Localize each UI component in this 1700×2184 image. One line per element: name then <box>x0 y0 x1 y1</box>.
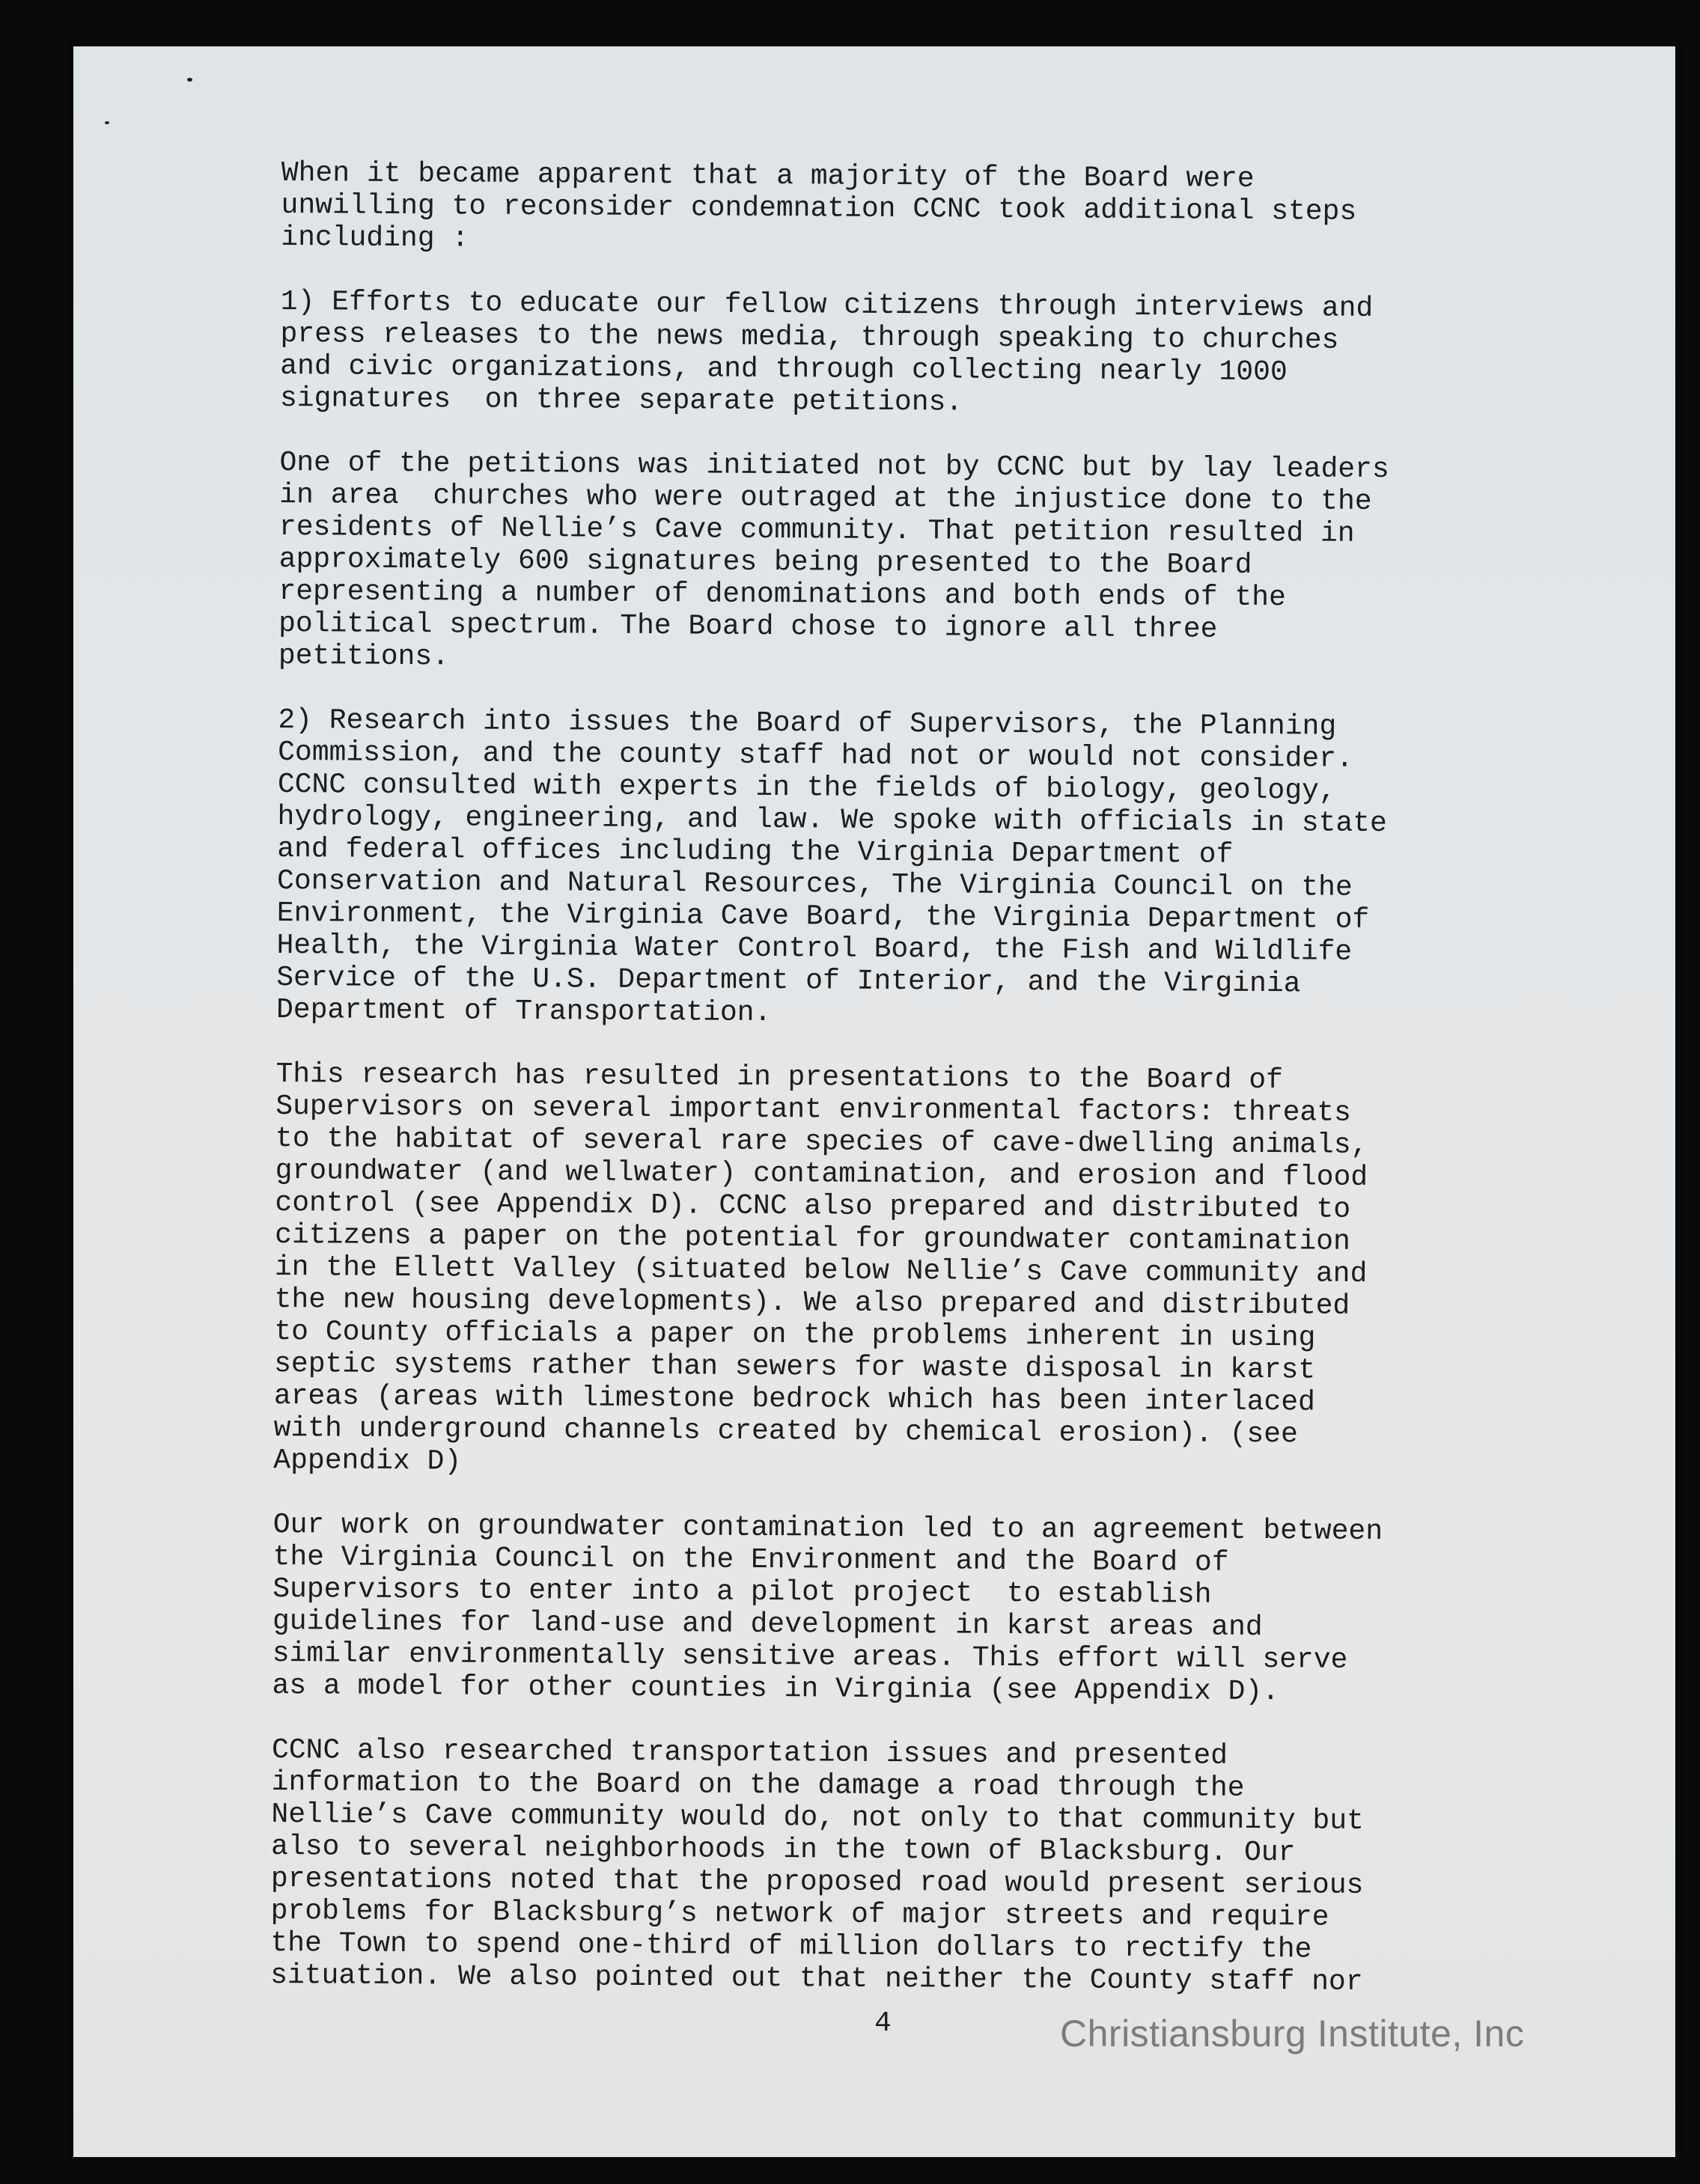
paper-speck <box>105 121 109 124</box>
watermark-text: Christiansburg Institute, Inc <box>1060 2013 1525 2055</box>
page-number: 4 <box>874 2007 892 2040</box>
paragraph-step-1-education: 1) Efforts to educate our fellow citizens through interviews and press releases to the news media, through speaking to churches and civic organizations, and through collecting nearly 1000 signatures on three separate petitions. <box>279 285 1374 419</box>
paragraph-groundwater-agreement: Our work on groundwater contamination led to an agreement between the Virginia Council on the Environment and the Board of Supervisors to enter into a pilot project to establish guidelines for land-use and development in karst areas and similar environmentally sensitive areas. This effort will serve as a model for other counties in Virginia (see Appendix D). <box>272 1508 1383 1709</box>
paragraph-presentations: This research has resulted in presentations to the Board of Supervisors on several important environmental factors: threats to the habitat of several rare species of cave-dwelling animals, groundwater (and wellwater) contamination, and erosion and flood control (see Appendix D). CCNC also prepared and distributed to citizens a paper on the potential for groundwater contamination in the Ellett Valley (situated below Nellie’s Cave community and the new housing developments). We also prepared and distributed to County officials a paper on the problems inherent in using septic systems rather than sewers for waste disposal in karst areas (areas with limestone bedrock which has been interlaced with underground channels created by chemical erosion). (see Appendix D) <box>273 1058 1368 1478</box>
paper-sheet <box>73 46 1675 2157</box>
paragraph-step-2-research: 2) Research into issues the Board of Supervisors, the Planning Commission, and the county staff had not or would not consider. CCNC consulted with experts in the fields of biology, geology, hydrology, engineering, and law. We spoke with officials in state and federal offices including the Virginia Department of Conservation and Natural Resources, The Virginia Council on the Environment, the Virginia Cave Board, the Virginia Department of Health, the Virginia Water Control Board, the Fish and Wildlife Service of the U.S. Department of Interior, and the Virginia Department of Transportation. <box>275 704 1387 1030</box>
paper-speck <box>187 78 192 82</box>
paragraph-intro: When it became apparent that a majority of the Board were unwilling to reconsider condemnation CCNC took additional steps including : <box>281 157 1357 255</box>
document-body <box>270 157 1569 2031</box>
paragraph-petitions: One of the petitions was initiated not by CCNC but by lay leaders in area churches who were outraged at the injustice done to the residents of Nellie’s Cave community. That petition resulted in approximately 600 signatures being presented to the Board representing a number of denominations and both ends of the political spectrum. The Board chose to ignore all three petitions. <box>278 446 1389 674</box>
paragraph-transportation: CCNC also researched transportation issues and presented information to the Board on the damage a road through the Nellie’s Cave community would do, not only to that community but also to several neighborhoods in the town of Blacksburg. Our presentations noted that the proposed road would present serious problems for Blacksburg’s network of major streets and require the Town to spend one-third of million dollars to rectify the situation. We also pointed out that neither the County staff nor <box>270 1733 1365 1998</box>
